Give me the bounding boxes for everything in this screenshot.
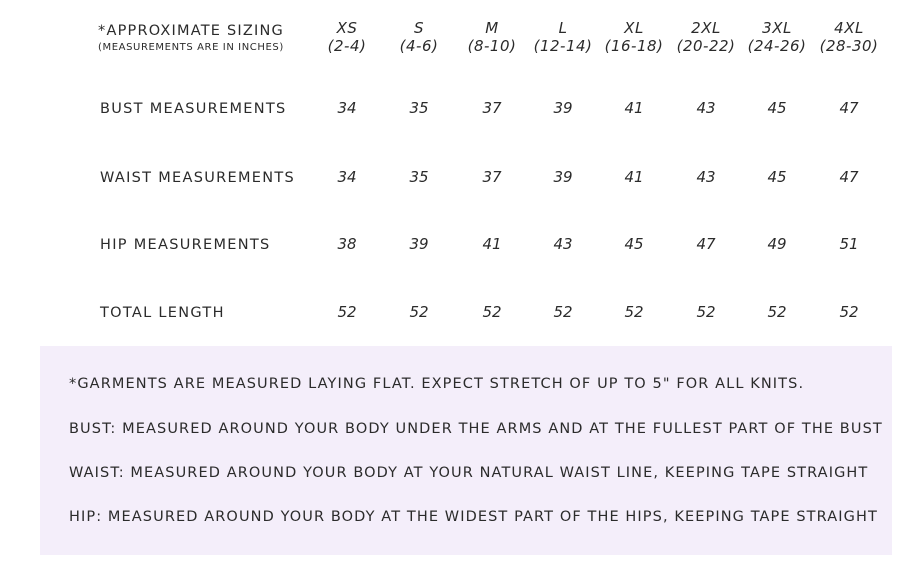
table-cell: 47	[839, 168, 859, 186]
table-cell: 52	[767, 303, 787, 321]
table-cell: 52	[553, 303, 573, 321]
size-range: (12-14)	[533, 37, 593, 55]
table-cell: 35	[409, 99, 429, 117]
size-range: (8-10)	[467, 37, 517, 55]
sizing-title: *APPROXIMATE SIZING	[98, 23, 284, 39]
note-garment-stretch: *GARMENTS ARE MEASURED LAYING FLAT. EXPECT STRETCH OF UP TO 5" FOR ALL KNITS.	[69, 376, 805, 392]
size-range: (28-30)	[819, 37, 879, 55]
size-header-4xl	[813, 19, 885, 55]
size-header-m	[456, 19, 528, 55]
size-label: XS	[336, 19, 358, 37]
note-hip: HIP: MEASURED AROUND YOUR BODY AT THE WIDEST PART OF THE HIPS, KEEPING TAPE STRAIGHT	[69, 509, 878, 525]
row-label: TOTAL LENGTH	[100, 305, 225, 321]
table-cell: 37	[482, 99, 502, 117]
size-label: XL	[624, 19, 644, 37]
size-range: (16-18)	[604, 37, 664, 55]
table-corner-header	[98, 22, 328, 54]
table-cell: 45	[624, 235, 644, 253]
size-header-2xl	[670, 19, 742, 55]
table-cell: 47	[696, 235, 716, 253]
note-bust: BUST: MEASURED AROUND YOUR BODY UNDER THE ARMS AND AT THE FULLEST PART OF THE BUST	[69, 421, 883, 437]
row-label: HIP MEASUREMENTS	[100, 237, 271, 253]
size-range: (4-6)	[399, 37, 439, 55]
table-cell: 38	[337, 235, 357, 253]
size-header-3xl	[741, 19, 813, 55]
table-cell: 52	[624, 303, 644, 321]
row-label: WAIST MEASUREMENTS	[100, 170, 296, 186]
table-cell: 35	[409, 168, 429, 186]
measurement-unit-note: (MEASUREMENTS ARE IN INCHES)	[98, 42, 284, 53]
size-range: (2-4)	[327, 37, 367, 55]
table-cell: 45	[767, 99, 787, 117]
table-cell: 52	[337, 303, 357, 321]
table-cell: 45	[767, 168, 787, 186]
table-cell: 43	[553, 235, 573, 253]
table-cell: 52	[409, 303, 429, 321]
table-cell: 52	[839, 303, 859, 321]
size-range: (24-26)	[747, 37, 807, 55]
table-cell: 47	[839, 99, 859, 117]
size-label: M	[485, 19, 499, 37]
table-cell: 37	[482, 168, 502, 186]
size-header-s	[383, 19, 455, 55]
size-range: (20-22)	[676, 37, 736, 55]
size-label: 2XL	[691, 19, 721, 37]
measurement-notes-panel	[40, 346, 892, 555]
note-waist: WAIST: MEASURED AROUND YOUR BODY AT YOUR NATURAL WAIST LINE, KEEPING TAPE STRAIGHT	[69, 465, 869, 481]
table-cell: 39	[553, 99, 573, 117]
table-cell: 49	[767, 235, 787, 253]
table-cell: 39	[409, 235, 429, 253]
table-cell: 52	[696, 303, 716, 321]
size-label: 3XL	[762, 19, 792, 37]
table-cell: 51	[839, 235, 859, 253]
size-label: L	[558, 19, 568, 37]
table-cell: 41	[624, 168, 644, 186]
table-cell: 52	[482, 303, 502, 321]
table-cell: 34	[337, 99, 357, 117]
row-label: BUST MEASUREMENTS	[100, 101, 287, 117]
table-cell: 41	[624, 99, 644, 117]
table-cell: 43	[696, 168, 716, 186]
size-label: 4XL	[834, 19, 864, 37]
table-cell: 34	[337, 168, 357, 186]
size-header-xs	[311, 19, 383, 55]
table-cell: 41	[482, 235, 502, 253]
size-label: S	[413, 19, 425, 37]
table-cell: 43	[696, 99, 716, 117]
size-header-l	[527, 19, 599, 55]
size-header-xl	[598, 19, 670, 55]
table-cell: 39	[553, 168, 573, 186]
